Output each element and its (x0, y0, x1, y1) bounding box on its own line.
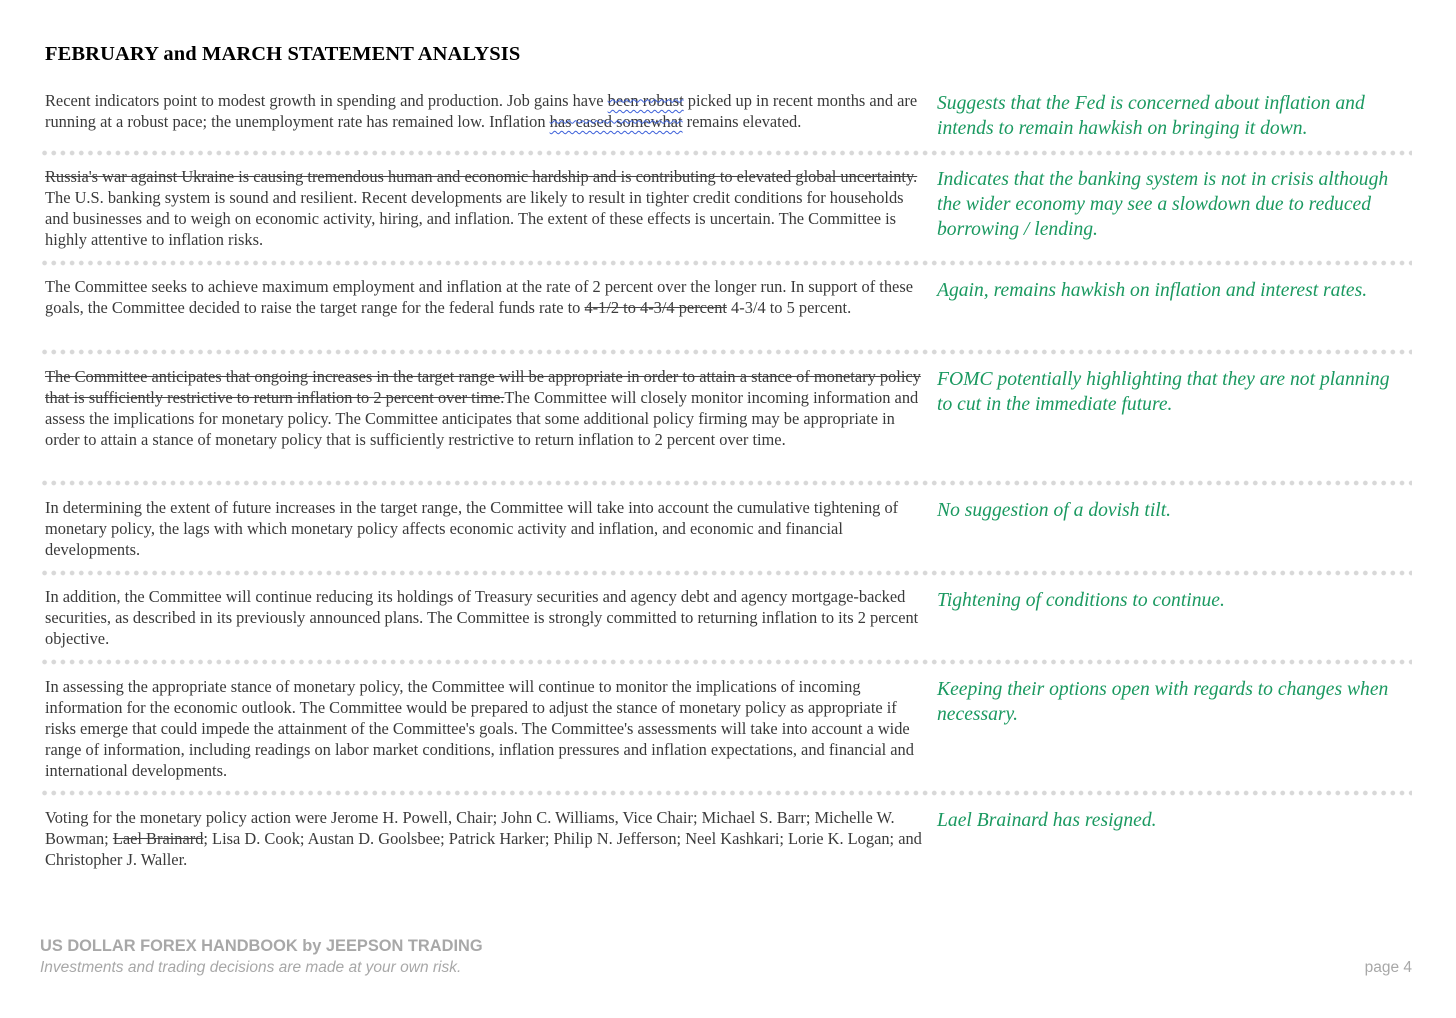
statement-paragraph-4: The Committee anticipates that ongoing increases in the target range will be appropriate in order to attain a stance of monetary policy that is sufficiently restrictive to return inflation to 2 percent over time.The Committee will closely monitor incoming information and assess the implications for monetary policy. The Committee anticipates that some additional policy firming may be appropriate in order to attain a stance of monetary policy that is sufficiently restrictive to return inflation to 2 percent over time. (45, 367, 921, 449)
analysis-note-8: Lael Brainard has resigned. (937, 810, 1157, 831)
dotted-divider (40, 349, 1412, 355)
analysis-note-6: Tightening of conditions to continue. (937, 590, 1225, 611)
deleted-text: 4-1/2 to 4-3/4 percent (584, 298, 727, 317)
dotted-divider (40, 260, 1412, 266)
statement-paragraph-2: Russia's war against Ukraine is causing tremendous human and economic hardship and is contributing to elevated global uncertainty. The U.S. banking system is sound and resilient. Recent developments are likely to result in tighter credit conditions for households and businesses and to weigh on economic activity, hiring, and inflation. The extent of these effects is uncertain. The Committee is highly attentive to inflation risks. (45, 167, 918, 249)
footer-title: US DOLLAR FOREX HANDBOOK by JEEPSON TRADING (40, 937, 483, 955)
statement-paragraph-6: In addition, the Committee will continue reducing its holdings of Treasury securities and agency debt and agency mortgage-backed securities, as described in its previously announced plans. The Committee is strongly committed to returning inflation to its 2 percent objective. (45, 587, 919, 648)
dotted-divider (40, 480, 1412, 486)
page-number: page 4 (1364, 959, 1412, 976)
analysis-note-2: Indicates that the banking system is not in crisis although the wider economy may see a slowdown due to reduced borrowing / lending. (937, 169, 1389, 240)
page-title: FEBRUARY and MARCH STATEMENT ANALYSIS (45, 43, 521, 65)
statement-paragraph-1: Recent indicators point to modest growth in spending and production. Job gains have been robust picked up in recent months and are running at a robust pace; the unemployment rate has remained low. Inflation has eased somewhat remains elevated. (45, 91, 918, 131)
dotted-divider (40, 570, 1412, 576)
analysis-note-7: Keeping their options open with regards to changes when necessary. (937, 679, 1389, 725)
dotted-divider (40, 150, 1412, 156)
deleted-text: Russia's war against Ukraine is causing tremendous human and economic hardship and is contributing to elevated global uncertainty. (45, 167, 918, 186)
deleted-text: Lael Brainard (112, 829, 204, 848)
analysis-note-1: Suggests that the Fed is concerned about inflation and intends to remain hawkish on bringing it down. (937, 93, 1365, 139)
deleted-text: been robust (607, 91, 684, 110)
deleted-text: The Committee anticipates that ongoing increases in the target range will be appropriate in order to attain a stance of monetary policy that is sufficiently restrictive to return inflation to 2 percent over time. (45, 367, 921, 407)
analysis-note-3: Again, remains hawkish on inflation and interest rates. (937, 280, 1368, 301)
statement-paragraph-5: In determining the extent of future increases in the target range, the Committee will take into account the cumulative tightening of monetary policy, the lags with which monetary policy affects economic activity and inflation, and economic and financial developments. (45, 498, 899, 559)
statement-paragraph-8: Voting for the monetary policy action were Jerome H. Powell, Chair; John C. Williams, Vice Chair; Michael S. Barr; Michelle W. Bowman; Lael Brainard; Lisa D. Cook; Austan D. Goolsbee; Patrick Harker; Philip N. Jefferson; Neel Kashkari; Lorie K. Logan; and Christopher J. Waller. (45, 808, 922, 869)
footer-disclaimer: Investments and trading decisions are made at your own risk. (40, 959, 462, 976)
analysis-note-5: No suggestion of a dovish tilt. (937, 500, 1172, 521)
dotted-divider (40, 659, 1412, 665)
statement-paragraph-3: The Committee seeks to achieve maximum employment and inflation at the rate of 2 percent over the longer run. In support of these goals, the Committee decided to raise the target range for the federal funds rate to 4-1/2 to 4-3/4 percent 4-3/4 to 5 percent. (45, 277, 913, 317)
deleted-text: has eased somewhat (549, 112, 683, 131)
statement-paragraph-7: In assessing the appropriate stance of monetary policy, the Committee will continue to monitor the implications of incoming information for the economic outlook. The Committee would be prepared to adjust the stance of monetary policy as appropriate if risks emerge that could impede the attainment of the Committee's goals. The Committee's assessments will take into account a wide range of information, including readings on labor market conditions, inflation pressures and inflation expectations, and financial and international developments. (45, 677, 914, 780)
dotted-divider (40, 790, 1412, 796)
analysis-note-4: FOMC potentially highlighting that they are not planning to cut in the immediate future. (937, 369, 1390, 415)
